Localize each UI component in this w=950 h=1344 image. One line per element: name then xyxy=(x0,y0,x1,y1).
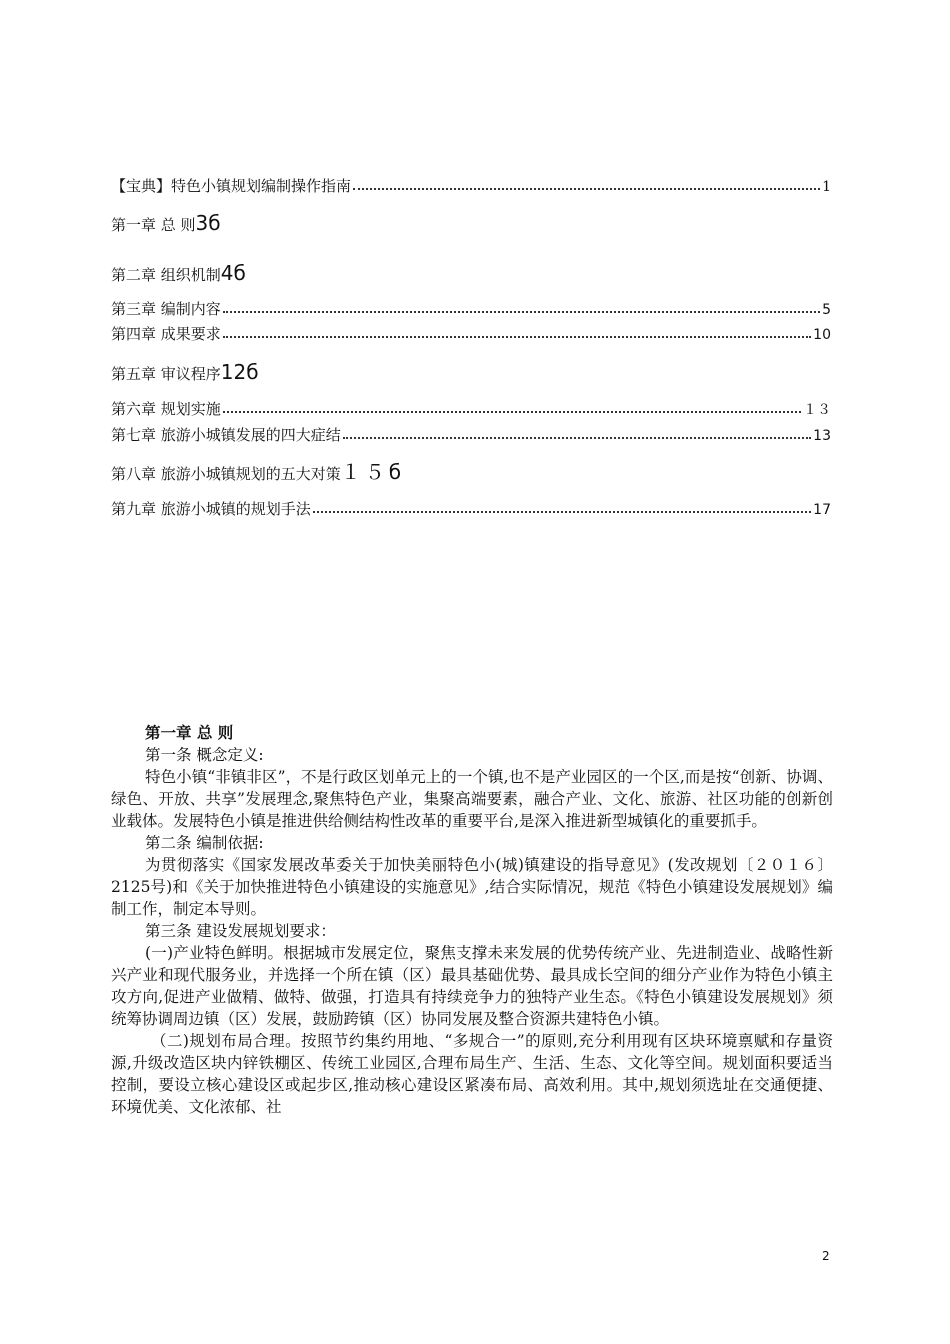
toc-leader-dots xyxy=(313,499,811,513)
article-1-paragraph: 特色小镇“非镇非区”，不是行政区划单元上的一个镇,也不是产业园区的一个区,而是按“创新、协调、绿色、开放、共享”发展理念,聚焦特色产业，集聚高端要素，融合产业、文化、旅游、社区功能的创新创业载体。发展特色小镇是推进供给侧结构性改革的重要平台,是深入推进新型城镇化的重要抓手。 xyxy=(111,768,833,830)
toc-leader-dots xyxy=(353,176,820,190)
toc-entry-page: 3б xyxy=(195,211,221,235)
toc-entry-label: 第八章 旅游小城镇规划的五大对策 xyxy=(111,465,341,483)
article-2-paragraph: 为贯彻落实《国家发展改革委关于加快美丽特色小(城)镇建设的指导意见》(发改规划〔２０１６〕2125号)和《关于加快推进特色小镇建设的实施意见》,结合实际情况，规范《特色小镇建设发展规划》编制工作，制定本导则。 xyxy=(111,856,833,918)
article-3-item-2: （二)规划布局合理。按照节约集约用地、“多规合一”的原则,充分利用现有区块环境禀赋和存量资源,升级改造区块内锌铁棚区、传统工业园区,合理布局生产、生活、生态、文化等空间。规划面积要适当控制，要设立核心建设区或起步区,推动核心建设区紧凑布局、高效利用。其中,规划须选址在交通便捷、环境优美、文化浓郁、社 xyxy=(111,1032,833,1116)
toc-entry-label: 第七章 旅游小城镇发展的四大症结 xyxy=(111,426,341,444)
toc-entry-chapter-3[interactable] xyxy=(111,299,831,320)
toc-entry-page: 12б xyxy=(220,360,259,384)
toc-entry-chapter-1[interactable] xyxy=(111,211,221,237)
toc-entry-label: 第六章 规划实施 xyxy=(111,400,221,418)
toc-entry-page: １３ xyxy=(803,402,831,418)
chapter-heading: 第一章 总 则 xyxy=(145,723,234,742)
toc-entry-page: 10 xyxy=(813,327,831,343)
page-number: 2 xyxy=(822,1249,830,1263)
toc-entry-chapter-7[interactable] xyxy=(111,425,831,446)
toc-entry-label: 第四章 成果要求 xyxy=(111,325,221,343)
toc-entry-label: 【宝典】特色小镇规划编制操作指南 xyxy=(111,177,352,195)
toc-entry-page: 13 xyxy=(813,428,831,444)
toc-entry-label: 第一章 总 则 xyxy=(111,216,196,234)
toc-entry-chapter-2[interactable] xyxy=(111,261,246,287)
article-2-title: 第二条 编制依据: xyxy=(145,834,264,852)
toc-entry-chapter-8[interactable] xyxy=(111,460,405,486)
toc-entry-label: 第九章 旅游小城镇的规划手法 xyxy=(111,500,311,518)
toc-entry-chapter-6[interactable] xyxy=(111,399,831,420)
toc-entry-label: 第二章 组织机制 xyxy=(111,266,221,284)
toc-entry-chapter-5[interactable] xyxy=(111,360,259,386)
toc-leader-dots xyxy=(223,399,801,413)
toc-entry-chapter-4[interactable] xyxy=(111,324,831,345)
toc-entry-page: 5 xyxy=(822,302,831,318)
toc-entry-label: 第五章 审议程序 xyxy=(111,365,221,383)
toc-entry-page: 1 xyxy=(822,179,831,195)
toc-leader-dots xyxy=(223,299,820,313)
toc-entry-preface[interactable] xyxy=(111,176,831,197)
article-3-item-1: (一)产业特色鲜明。根据城市发展定位，聚焦支撑未来发展的优势传统产业、先进制造业、战略性新兴产业和现代服务业，并选择一个所在镇（区）最具基础优势、最具成长空间的细分产业作为特色小镇主攻方向,促进产业做精、做特、做强，打造具有持续竞争力的独特产业生态。《特色小镇建设发展规划》须统筹协调周边镇（区）发展，鼓励跨镇（区）协同发展及整合资源共建特色小镇。 xyxy=(111,944,833,1028)
chapter-1-body xyxy=(111,722,833,1118)
article-3-title: 第三条 建设发展规划要求： xyxy=(145,922,336,940)
toc-leader-dots xyxy=(343,425,811,439)
toc-entry-page: 4б xyxy=(220,261,246,285)
toc-entry-chapter-9[interactable] xyxy=(111,499,831,520)
toc-entry-page: １５б xyxy=(340,460,406,484)
toc-leader-dots xyxy=(223,324,811,338)
toc-entry-page: 17 xyxy=(813,502,831,518)
article-1-title: 第一条 概念定义: xyxy=(145,746,264,764)
toc-entry-label: 第三章 编制内容 xyxy=(111,300,221,318)
